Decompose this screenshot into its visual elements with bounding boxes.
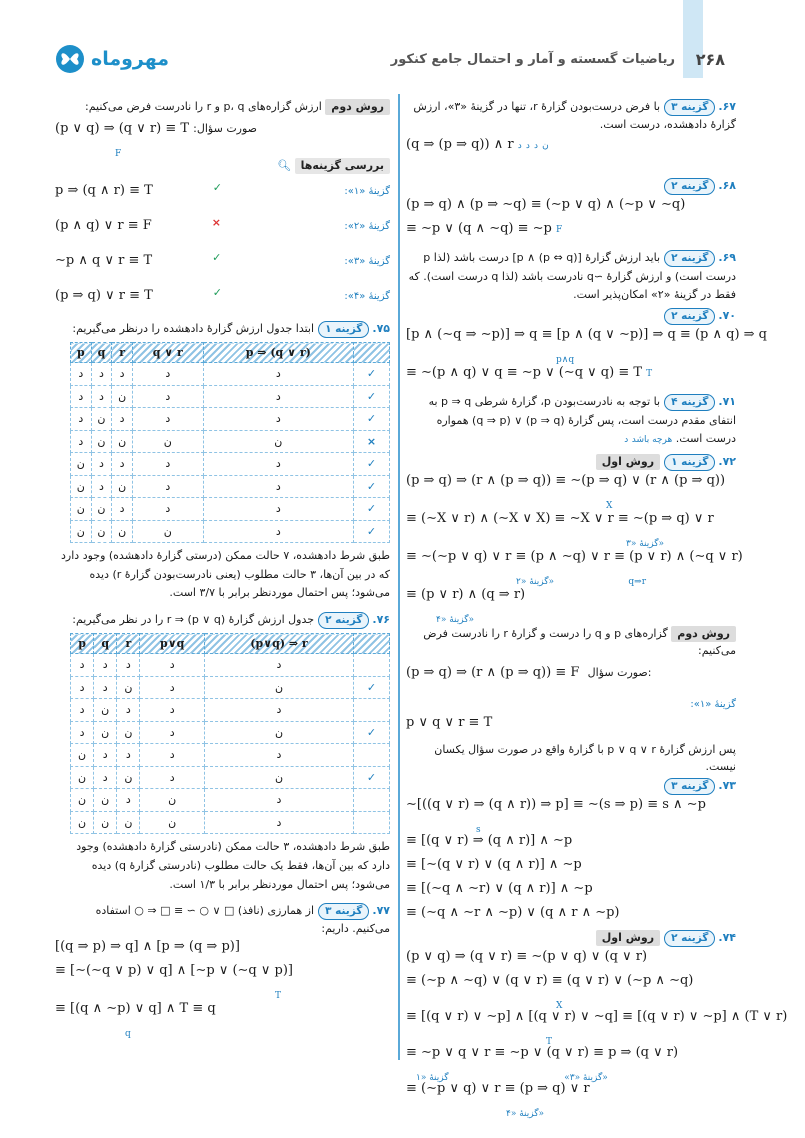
table-cell: ن <box>140 811 205 834</box>
table-cell: د <box>205 654 354 677</box>
table-header: p ⇒ (q ∨ r) <box>203 343 353 363</box>
answer-68: ۶۸.گزینه ۲ (p ⇒ q) ∧ (p ⇒ ∼q) ≡ (∼p ∨ q) ∧ (∼p ∨ ∼q) ≡ ∼p ∨ (q ∧ ∼q) ≡ ∼p F <box>406 177 736 243</box>
math-line: ≡ (∼q ∧ ∼r ∧ ∼p) ∨ (q ∧ r ∧ ∼p) <box>406 904 620 920</box>
table-cell: ن <box>203 430 353 453</box>
table-cell: د <box>140 766 205 789</box>
table-cell: د <box>140 699 205 722</box>
math-line: ≡ [∼(∼q ∨ p) ∨ q] ∧ [∼p ∨ (∼q ∨ p)] <box>55 963 293 979</box>
option-pill: گزینه ۲ <box>664 930 715 947</box>
table-cell: د <box>94 744 117 767</box>
table-header-mark <box>354 634 390 654</box>
table-cell: ن <box>140 789 205 812</box>
column-divider <box>398 94 400 1060</box>
table-cell: د <box>205 699 354 722</box>
table-row <box>71 744 390 767</box>
table-cell: د <box>112 408 133 431</box>
review-title: بررسی گزینه‌ها <box>295 158 390 174</box>
math-line: ≡ [(∼q ∧ ∼r) ∨ (q ∧ r)] ∧ ∼p <box>406 880 593 896</box>
table-cell: ن <box>112 475 133 498</box>
table-cell: ن <box>91 408 112 431</box>
math-line: [(q ⇒ p) ⇒ q] ∧ [p ⇒ (q ⇒ p)] <box>55 939 240 955</box>
math-line: ≡ (p ∨ r) ∧ (q ⇒ r) <box>406 587 526 603</box>
table-header: p∨q <box>140 634 205 654</box>
math-line: p ∨ q ∨ r ≡ T <box>406 714 493 730</box>
check-icon: ✓ <box>212 251 222 265</box>
check-icon: ✓ <box>354 475 390 498</box>
check-icon: ✓ <box>212 286 222 300</box>
check-icon: ✓ <box>212 181 222 195</box>
page-number: ۲۶۸ <box>695 50 725 69</box>
option-pill: گزینه ۲ <box>318 612 369 629</box>
method-tag: روش دوم <box>671 626 736 642</box>
math-line: ≡ (∼X ∨ r) ∧ (∼X ∨ X) ≡ ∼X ∨ r ≡ ∼(p ⇒ q) ∨ r <box>406 511 714 527</box>
table-row <box>71 498 390 521</box>
table-row <box>71 676 390 699</box>
table-cell: د <box>71 430 92 453</box>
review-item-label: گزینهٔ «۲»: <box>344 220 390 232</box>
math-line: ≡ ∼p ∨ q ∨ r ≡ ∼p ∨ (q ∨ r) ≡ p ⇒ (q ∨ r) <box>406 1044 679 1060</box>
page-header <box>0 0 805 88</box>
table-row <box>71 789 390 812</box>
publisher-logo <box>55 44 169 74</box>
math-line: ≡ (∼p ∧ ∼q) ∨ (q ∨ r) ≡ (q ∨ r) ∨ (∼p ∧ ∼q) <box>406 972 694 988</box>
table-cell: د <box>112 363 133 386</box>
table-cell: ن <box>132 520 203 543</box>
table-cell: د <box>71 363 92 386</box>
table-header: p <box>71 634 94 654</box>
table-cell: د <box>71 408 92 431</box>
table-row <box>71 408 390 431</box>
table-cell: د <box>117 654 140 677</box>
method2-section: روش دوم ارزش گزاره‌های p، q و r را نادرست فرض می‌کنیم: (p ∨ q) ⇒ (q ∨ r) ≡ T :صورت سؤال F <box>55 98 390 155</box>
math-line: (p ⇒ q) ⇒ (r ∧ (p ⇒ q)) ≡ F صورت سؤال: <box>406 665 652 681</box>
option-pill: گزینه ۱ <box>318 321 369 338</box>
math-line: (p ⇒ q) ⇒ (r ∧ (p ⇒ q)) ≡ ∼(p ⇒ q) ∨ (r ∧ (p ⇒ q)) <box>406 473 726 489</box>
table-cell: د <box>140 744 205 767</box>
table-cell: ن <box>117 721 140 744</box>
math-line: (q ⇒ (p ⇒ q)) ∧ r ن د د د <box>406 137 549 153</box>
table-cell: د <box>91 475 112 498</box>
table-cell: د <box>203 453 353 476</box>
table-cell: د <box>112 498 133 521</box>
table-header: r <box>112 343 133 363</box>
table-cell: د <box>132 408 203 431</box>
table-cell: ن <box>94 721 117 744</box>
table-cell: ن <box>132 430 203 453</box>
review-item-math: ∼p ∧ q ∨ r ≡ T <box>55 253 153 269</box>
table-header: q <box>91 343 112 363</box>
table-row <box>71 811 390 834</box>
table-cell: د <box>112 453 133 476</box>
check-icon <box>354 699 390 722</box>
math-underbrace-label: p∧q <box>556 355 575 366</box>
table-cell: د <box>91 453 112 476</box>
method-tag: روش دوم <box>325 99 390 115</box>
table-cell: ن <box>91 430 112 453</box>
math-line: (p ∨ q) ⇒ (q ∨ r) ≡ T :صورت سؤال <box>55 121 258 137</box>
table-cell: ن <box>71 498 92 521</box>
answer-67: ۶۷.گزینه ۳با فرض درست‌بودن گزارهٔ r، تنها در گزینهٔ «۳»، ارزش گزارهٔ دادهشده، درست است. (q ⇒ (p ⇒ q)) ∧ r ن د د د <box>406 98 736 159</box>
check-icon: ✓ <box>354 453 390 476</box>
check-icon: ✓ <box>354 520 390 543</box>
table-cell: ن <box>112 520 133 543</box>
check-icon <box>354 744 390 767</box>
table-row <box>71 453 390 476</box>
answer-76: ۷۶.گزینه ۲جدول ارزش گزارهٔ (p ∨ q) ⇒ r را در نظر می‌گیریم: p q r p∨q (p∨q) ⇒ r د د د د د د د ن د ن ✓ د ن د د د د ن ن د ن ✓ ن د د د د ن د ن د ن ✓ ن ن د ن د ن ن ن ن د طبق شرط دادهشده، ۳ حالت ممکن (نادرستی گزارهٔ دادهشده) وجود دارد که بین آن‌ها، فقط یک حالت مطلوب (نادرستی گزارهٔ q) دیده می‌شود؛ پس احتمال موردنظر برابر با ۱/۳ است. <box>55 611 390 894</box>
table-cell: د <box>132 498 203 521</box>
answer-73: ۷۳.گزینه ۳ ∼[((q ∨ r) ⇒ (q ∧ r)) ⇒ p] ≡ ∼(s ⇒ p) ≡ s ∧ ∼p s ≡ [(q ∨ r) ⇒ (q ∧ r)] ∧ ∼p ≡ [∼(q ∨ r) ∨ (q ∧ r)] ∧ ∼p ≡ [(∼q ∧ ∼r) ∨ (q ∧ r)] ∧ ∼p ≡ (∼q ∧ ∼r ∧ ∼p) ∨ (q ∧ r ∧ ∼p) <box>406 777 736 927</box>
table-header: r <box>117 634 140 654</box>
check-icon: ✓ <box>354 676 390 699</box>
table-row <box>71 520 390 543</box>
math-line: ≡ (∼p ∨ q) ∨ r ≡ (p ⇒ q) ∨ r <box>406 1080 590 1096</box>
math-line: ≡ ∼(p ∧ q) ∨ q ≡ ∼p ∨ (∼q ∨ q) ≡ T T <box>406 365 653 381</box>
math-line: ≡ [(q ∧ ∼p) ∨ q] ∧ T ≡ q <box>55 1001 216 1017</box>
table-row <box>71 766 390 789</box>
math-line: ≡ ∼(∼p ∨ q) ∨ r ≡ (p ∧ ∼q) ∨ r ≡ (p ∨ r) ∧ (∼q ∨ r) <box>406 549 743 565</box>
check-icon <box>354 789 390 812</box>
table-cell: د <box>71 654 94 677</box>
table-header: (p∨q) ⇒ r <box>205 634 354 654</box>
table-row <box>71 385 390 408</box>
review-item-math: (p ⇒ q) ∨ r ≡ T <box>55 288 153 304</box>
check-icon: ✓ <box>354 385 390 408</box>
table-cell: ن <box>71 789 94 812</box>
logo-text: مهروماه <box>91 48 170 70</box>
review-item-label: گزینهٔ «۳»: <box>344 255 390 267</box>
table-cell: د <box>71 699 94 722</box>
math-line: (p ∨ q) ⇒ (q ∨ r) ≡ ∼(p ∨ q) ∨ (q ∨ r) <box>406 948 648 964</box>
table-cell: د <box>71 385 92 408</box>
table-cell: د <box>140 721 205 744</box>
table-cell: د <box>205 811 354 834</box>
table-cell: د <box>203 408 353 431</box>
book-title: ریاضیات گسسته و آمار و احتمال جامع کنکور <box>390 52 675 67</box>
table-cell: د <box>132 475 203 498</box>
table-cell: د <box>205 789 354 812</box>
math-line: ≡ ∼p ∨ (q ∧ ∼q) ≡ ∼p F <box>406 221 563 237</box>
table-header: q ∨ r <box>132 343 203 363</box>
table-cell: ن <box>94 699 117 722</box>
option-pill: گزینه ۱ <box>664 454 715 471</box>
review-item-math: (p ∧ q) ∨ r ≡ F <box>55 218 152 234</box>
table-row <box>71 699 390 722</box>
answer-77: ۷۷.گزینه ۳از همارزی (نافذ) □ ∨ ○ ∼ ≡ □ ⇒ ○ استفاده می‌کنیم. داریم: [(q ⇒ p) ⇒ q] ∧ [p ⇒ (q ⇒ p)] ≡ [∼(∼q ∨ p) ∨ q] ∧ [∼p ∨ (∼q ∨ p)] T ≡ [(q ∧ ∼p) ∨ q] ∧ T ≡ q q <box>55 904 390 1040</box>
table-cell: ن <box>71 744 94 767</box>
table-cell: د <box>132 385 203 408</box>
right-column <box>406 96 788 1119</box>
table-cell: د <box>94 676 117 699</box>
check-icon <box>354 654 390 677</box>
review-item <box>55 279 390 314</box>
table-cell: د <box>132 363 203 386</box>
math-line: (p ⇒ q) ∧ (p ⇒ ∼q) ≡ (∼p ∨ q) ∧ (∼p ∨ ∼q) <box>406 197 686 213</box>
left-column <box>55 96 390 1039</box>
answer-74: ۷۴.گزینه ۲روش اول (p ∨ q) ⇒ (q ∨ r) ≡ ∼(p ∨ q) ∨ (q ∨ r) ≡ (∼p ∧ ∼q) ∨ (q ∨ r) ≡ (q ∨ r) ∨ (∼p ∧ ∼q) X ≡ [(q ∨ r) ∨ ∼p] ∧ [(q ∨ r) ∨ ∼q] ≡ [(q ∨ r) ∨ ∼p] ∧ (T ∨ r) T ≡ ∼p ∨ q ∨ r ≡ ∼p ∨ (q ∨ r) ≡ p ⇒ (q ∨ r) گزینهٔ «۳» گزینهٔ «۱» ≡ (∼p ∨ q) ∨ r ≡ (p ⇒ q) ∨ r گزینهٔ «۴» <box>406 930 788 1119</box>
table-cell: ن <box>71 766 94 789</box>
table-header: q <box>94 634 117 654</box>
review-item <box>55 244 390 279</box>
check-icon: ✓ <box>354 498 390 521</box>
table-cell: د <box>71 721 94 744</box>
table-cell: د <box>91 363 112 386</box>
table-cell: د <box>203 385 353 408</box>
option-pill: گزینه ۲ <box>664 250 715 267</box>
math-line: ≡ [(q ∨ r) ∨ ∼p] ∧ [(q ∨ r) ∨ ∼q] ≡ [(q ∨ r) ∨ ∼p] ∧ (T ∨ r) <box>406 1008 788 1024</box>
table-cell: ن <box>94 811 117 834</box>
table-cell: ن <box>205 721 354 744</box>
check-icon: ✓ <box>354 721 390 744</box>
math-line: [p ∧ (∼q ⇒ ∼p)] ⇒ q ≡ [p ∧ (q ∨ ∼p)] ⇒ q ≡ (p ∧ q) ⇒ q <box>406 327 767 343</box>
answer-71: ۷۱.گزینه ۴با توجه به نادرست‌بودن p، گزارهٔ شرطی p ⇒ q به انتفای مقدم درست است، پس گزارهٔ (p ⇒ q) ∨ (q ⇒ p) همواره درست است. هرچه باشد د <box>428 395 736 446</box>
cross-icon: × <box>211 216 221 230</box>
table-cell: ن <box>71 811 94 834</box>
table-cell: ن <box>205 676 354 699</box>
table-row <box>71 430 390 453</box>
table-header: p <box>71 343 92 363</box>
table-cell: د <box>117 744 140 767</box>
table-cell: ن <box>117 676 140 699</box>
table-cell: د <box>117 699 140 722</box>
table-cell: د <box>205 744 354 767</box>
table-cell: د <box>140 676 205 699</box>
table-cell: د <box>132 453 203 476</box>
table-cell: ن <box>117 766 140 789</box>
check-icon: ✓ <box>354 363 390 386</box>
review-section <box>55 157 390 314</box>
table-header-mark <box>354 343 390 363</box>
cross-icon: × <box>354 430 390 453</box>
table-cell: د <box>71 676 94 699</box>
table-cell: د <box>140 654 205 677</box>
check-icon: ✓ <box>354 408 390 431</box>
math-line: ∼[((q ∨ r) ⇒ (q ∧ r)) ⇒ p] ≡ ∼(s ⇒ p) ≡ s ∧ ∼p <box>406 796 706 812</box>
table-cell: د <box>117 789 140 812</box>
option-pill: گزینه ۳ <box>318 903 369 920</box>
option-pill: گزینه ۴ <box>664 394 715 411</box>
table-cell: ن <box>91 498 112 521</box>
truth-table-76 <box>70 633 390 834</box>
answer-72: ۷۲.گزینه ۱روش اول (p ⇒ q) ⇒ (r ∧ (p ⇒ q)) ≡ ∼(p ⇒ q) ∨ (r ∧ (p ⇒ q)) X ≡ (∼X ∨ r) ∧ (∼X ∨ X) ≡ ∼X ∨ r ≡ ∼(p ⇒ q) ∨ r گزینهٔ «۳» ≡ ∼(∼p ∨ q) ∨ r ≡ (p ∧ ∼q) ∨ r ≡ (p ∨ r) ∧ (∼q ∨ r) گزینهٔ «۲» q⇒r ≡ (p ∨ r) ∧ (q ⇒ r) گزینهٔ «۴» روش دوم گزاره‌های p و q را درست و گزارهٔ r را نادرست فرض می‌کنیم: (p ⇒ q) ⇒ (r ∧ (p ⇒ q)) ≡ F صورت سؤال: گزینهٔ «۱»: p ∨ q ∨ r ≡ T پس ارزش گزارهٔ p ∨ q ∨ r با گزارهٔ واقع در صورت سؤال یکسان نیست. <box>406 455 743 773</box>
option-pill: گزینه ۳ <box>664 778 715 795</box>
answer-75: ۷۵.گزینه ۱ابتدا جدول ارزش گزارهٔ دادهشده را درنظر می‌گیریم: p q r q ∨ r p ⇒ (q ∨ r) د د د د د ✓ د د ن د د ✓ د ن د د د ✓ د ن ن ن ن × ن د د د د ✓ ن د ن د د ✓ ن ن د د د ✓ ن ن ن ن د ✓ طبق شرط دادهشده، ۷ حالت ممکن (درستی گزارهٔ دادهشده) وجود دارد که در بین آن‌ها، ۳ حالت مطلوب (یعنی نادرست‌بودن گزارهٔ r) دیده می‌شود؛ پس احتمال موردنظر برابر با ۳/۷ است. <box>61 322 390 600</box>
table-cell: د <box>94 766 117 789</box>
review-item-label: گزینهٔ «۴»: <box>344 290 390 302</box>
table-cell: ن <box>112 430 133 453</box>
table-cell: د <box>203 363 353 386</box>
table-row <box>71 475 390 498</box>
answer-69: ۶۹.گزینه ۲باید ارزش گزارهٔ [(p ⇔ q) ∧ p] درست باشد (لذا p درست است) و ارزش گزارهٔ ∼q نادرست باشد (لذا q درست است). که فقط در گزینهٔ «۲» امکان‌پذیر است. <box>408 251 736 302</box>
answer-70: ۷۰.گزینه ۲ [p ∧ (∼q ⇒ ∼p)] ⇒ q ≡ [p ∧ (q ∨ ∼p)] ⇒ q ≡ (p ∧ q) ⇒ q p∧q ≡ ∼(p ∧ q) ∨ q ≡ ∼p ∨ (∼q ∨ q) ≡ T T <box>406 307 736 387</box>
table-row <box>71 721 390 744</box>
table-cell: ن <box>94 789 117 812</box>
table-cell: ن <box>205 766 354 789</box>
table-cell: د <box>91 385 112 408</box>
table-cell: ن <box>71 453 92 476</box>
table-cell: د <box>203 498 353 521</box>
review-item <box>55 174 390 209</box>
method-tag: روش اول <box>596 930 660 946</box>
table-cell: د <box>203 475 353 498</box>
check-icon: ✓ <box>354 766 390 789</box>
option-pill: گزینه ۳ <box>664 99 715 116</box>
table-row <box>71 363 390 386</box>
method-tag: روش اول <box>596 454 660 470</box>
review-item-math: p ⇒ (q ∧ r) ≡ T <box>55 183 153 199</box>
table-cell: ن <box>71 475 92 498</box>
review-item-label: گزینهٔ «۱»: <box>344 185 390 197</box>
table-row <box>71 654 390 677</box>
table-cell: د <box>94 654 117 677</box>
truth-table-75 <box>70 342 390 543</box>
table-cell: ن <box>117 811 140 834</box>
table-cell: ن <box>71 520 92 543</box>
table-cell: ن <box>91 520 112 543</box>
butterfly-logo-icon <box>55 44 85 74</box>
search-icon: 🔍︎ <box>277 159 292 173</box>
math-line: ≡ [(q ∨ r) ⇒ (q ∧ r)] ∧ ∼p <box>406 832 573 848</box>
check-icon <box>354 811 390 834</box>
option-pill: گزینه ۲ <box>664 308 715 325</box>
math-line: ≡ [∼(q ∨ r) ∨ (q ∧ r)] ∧ ∼p <box>406 856 582 872</box>
option-pill: گزینه ۲ <box>664 178 715 195</box>
table-cell: د <box>203 520 353 543</box>
table-cell: ن <box>112 385 133 408</box>
review-item <box>55 209 390 244</box>
